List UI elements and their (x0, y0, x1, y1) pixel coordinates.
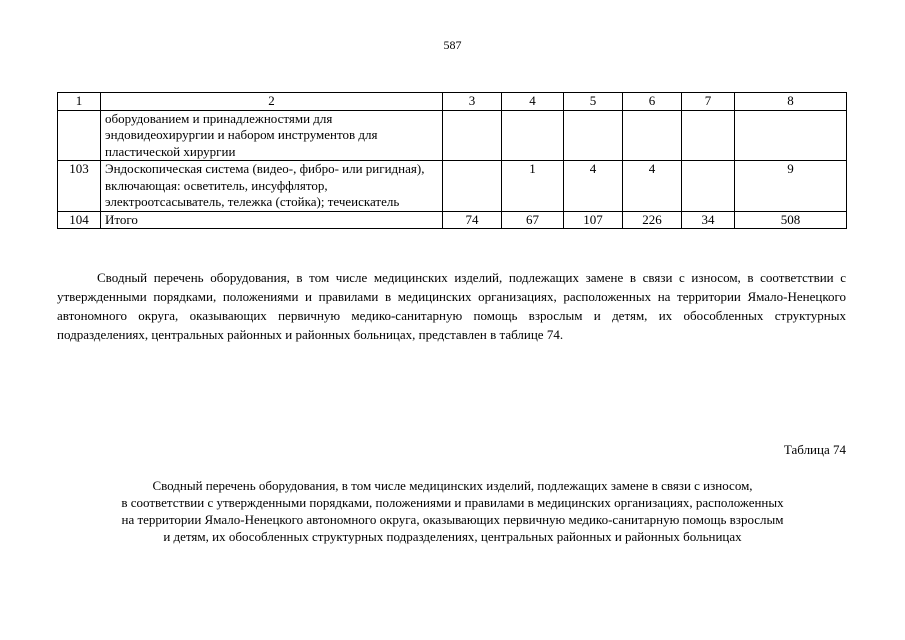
table-header-row (58, 93, 847, 111)
equipment-table (57, 92, 847, 229)
header-cell: 7 (682, 93, 735, 111)
value-cell (443, 110, 502, 161)
header-cell: 1 (58, 93, 101, 111)
row-number-cell: 104 (58, 211, 101, 229)
table-row (58, 161, 847, 212)
value-cell: 34 (682, 211, 735, 229)
page-number: 587 (443, 38, 462, 52)
table-title-line: и детям, их обособленных структурных подразделениях, центральных районных и районных больницах (163, 529, 742, 544)
header-cell: 5 (564, 93, 623, 111)
value-cell (623, 110, 682, 161)
value-cell (682, 161, 735, 212)
table-row-total (58, 211, 847, 229)
value-cell (735, 110, 847, 161)
header-cell: 3 (443, 93, 502, 111)
row-number-cell (58, 110, 101, 161)
value-cell: 4 (564, 161, 623, 212)
header-cell: 2 (101, 93, 443, 111)
table-title-line: на территории Ямало-Ненецкого автономного округа, оказывающих первичную медико-санитарную помощь взрослым (121, 512, 784, 527)
value-cell: 1 (502, 161, 564, 212)
table-title (30, 477, 875, 545)
value-cell: 9 (735, 161, 847, 212)
table-title-line: Сводный перечень оборудования, в том числе медицинских изделий, подлежащих замене в связи с износом, (152, 478, 753, 493)
header-cell: 6 (623, 93, 682, 111)
paragraph-text: Сводный перечень оборудования, в том числе медицинских изделий, подлежащих замене в связи с износом, в соответствии с утвержденными порядками, положениями и правилами в медицинских организациях, расположенных на территории Ямало-Ненецкого автономного округа, оказывающих первичную медико-санитарную помощь взрослым и детям, их обособленных структурных подразделениях, центральных районных и районных больницах, представлен в таблице 74. (57, 270, 846, 342)
value-cell (682, 110, 735, 161)
value-cell: 74 (443, 211, 502, 229)
row-name-cell: Эндоскопическая система (видео-, фибро- или ригидная), включающая: осветитель, инсуффлятор, электроотсасыватель, тележка (стойка); течеискатель (101, 161, 443, 212)
header-cell: 4 (502, 93, 564, 111)
value-cell (443, 161, 502, 212)
value-cell: 226 (623, 211, 682, 229)
value-cell: 508 (735, 211, 847, 229)
row-name-cell: Итого (101, 211, 443, 229)
value-cell: 67 (502, 211, 564, 229)
table-row (58, 110, 847, 161)
body-paragraph (57, 268, 846, 344)
table-label: Таблица 74 (783, 442, 846, 457)
value-cell: 107 (564, 211, 623, 229)
row-number-cell: 103 (58, 161, 101, 212)
value-cell (502, 110, 564, 161)
row-name-cell: оборудованием и принадлежностями для эндовидеохирургии и набором инструментов для пластической хирургии (101, 110, 443, 161)
value-cell (564, 110, 623, 161)
table-title-line: в соответствии с утвержденными порядками, положениями и правилами в медицинских организациях, расположенных (121, 495, 784, 510)
header-cell: 8 (735, 93, 847, 111)
value-cell: 4 (623, 161, 682, 212)
